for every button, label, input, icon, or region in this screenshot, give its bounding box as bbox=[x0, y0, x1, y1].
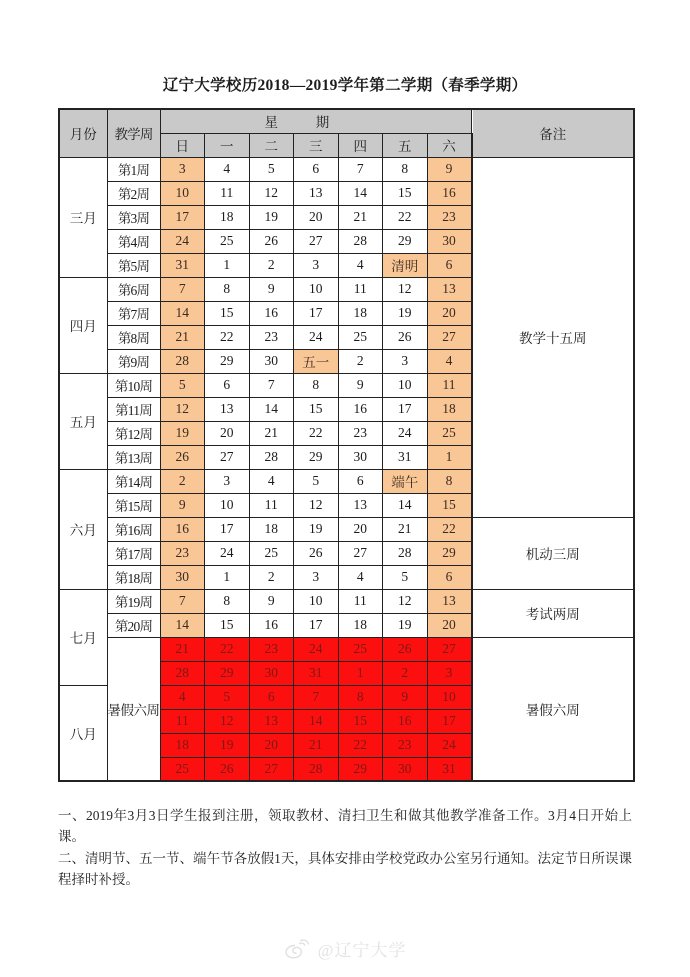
day-cell: 24 bbox=[205, 541, 250, 565]
remark-cell: 考试两周 bbox=[472, 589, 635, 637]
day-header-wed: 三 bbox=[294, 133, 339, 157]
day-cell: 10 bbox=[383, 373, 428, 397]
week-cell: 第3周 bbox=[107, 205, 160, 229]
day-cell: 29 bbox=[294, 445, 339, 469]
day-cell: 6 bbox=[294, 157, 339, 181]
day-cell: 22 bbox=[294, 421, 339, 445]
day-cell: 25 bbox=[205, 229, 250, 253]
day-cell: 13 bbox=[249, 709, 294, 733]
day-cell: 9 bbox=[249, 277, 294, 301]
day-cell: 28 bbox=[338, 229, 383, 253]
day-cell: 15 bbox=[205, 301, 250, 325]
day-header-sun: 日 bbox=[160, 133, 205, 157]
day-cell: 18 bbox=[160, 733, 205, 757]
day-cell: 17 bbox=[160, 205, 205, 229]
day-cell: 15 bbox=[294, 397, 339, 421]
day-cell: 22 bbox=[338, 733, 383, 757]
day-cell: 17 bbox=[205, 517, 250, 541]
day-cell: 9 bbox=[338, 373, 383, 397]
day-cell: 31 bbox=[160, 253, 205, 277]
remark-cell: 教学十五周 bbox=[472, 157, 635, 517]
day-cell: 15 bbox=[427, 493, 472, 517]
day-cell: 27 bbox=[427, 637, 472, 661]
day-cell: 25 bbox=[427, 421, 472, 445]
day-cell: 7 bbox=[294, 685, 339, 709]
day-cell: 28 bbox=[249, 445, 294, 469]
watermark-text: @辽宁大学 bbox=[317, 941, 407, 960]
day-cell: 1 bbox=[338, 661, 383, 685]
day-cell: 16 bbox=[338, 397, 383, 421]
day-cell: 16 bbox=[427, 181, 472, 205]
day-cell: 12 bbox=[294, 493, 339, 517]
month-cell: 三月 bbox=[59, 157, 107, 277]
week-cell: 第6周 bbox=[107, 277, 160, 301]
day-cell: 15 bbox=[338, 709, 383, 733]
day-cell: 21 bbox=[294, 733, 339, 757]
day-cell: 11 bbox=[205, 181, 250, 205]
day-cell: 14 bbox=[294, 709, 339, 733]
calendar-row bbox=[59, 589, 634, 613]
day-cell: 11 bbox=[338, 589, 383, 613]
page-title: 辽宁大学校历2018—2019学年第二学期（春季学期） bbox=[162, 77, 528, 94]
day-cell: 27 bbox=[294, 229, 339, 253]
week-cell: 第4周 bbox=[107, 229, 160, 253]
day-cell: 13 bbox=[294, 181, 339, 205]
day-cell: 18 bbox=[338, 301, 383, 325]
day-cell: 28 bbox=[160, 349, 205, 373]
day-cell: 20 bbox=[294, 205, 339, 229]
day-cell: 28 bbox=[383, 541, 428, 565]
day-cell: 30 bbox=[427, 229, 472, 253]
week-cell: 第10周 bbox=[107, 373, 160, 397]
day-cell: 23 bbox=[383, 733, 428, 757]
calendar-row bbox=[59, 637, 634, 661]
day-cell: 20 bbox=[249, 733, 294, 757]
day-cell: 4 bbox=[205, 157, 250, 181]
day-cell: 3 bbox=[427, 661, 472, 685]
day-cell: 25 bbox=[338, 637, 383, 661]
day-cell: 27 bbox=[427, 325, 472, 349]
week-cell: 第17周 bbox=[107, 541, 160, 565]
day-cell: 13 bbox=[338, 493, 383, 517]
day-cell: 26 bbox=[205, 757, 250, 781]
week-cell: 第8周 bbox=[107, 325, 160, 349]
day-cell: 17 bbox=[294, 613, 339, 637]
day-cell: 16 bbox=[383, 709, 428, 733]
week-cell: 第5周 bbox=[107, 253, 160, 277]
day-cell: 20 bbox=[338, 517, 383, 541]
day-cell: 19 bbox=[249, 205, 294, 229]
day-cell: 1 bbox=[205, 253, 250, 277]
day-cell: 24 bbox=[294, 325, 339, 349]
day-cell: 8 bbox=[294, 373, 339, 397]
day-cell: 10 bbox=[294, 277, 339, 301]
calendar-row bbox=[59, 517, 634, 541]
week-cell: 第13周 bbox=[107, 445, 160, 469]
day-cell: 30 bbox=[249, 661, 294, 685]
day-cell: 21 bbox=[160, 325, 205, 349]
header-row-top bbox=[59, 109, 634, 133]
month-cell: 八月 bbox=[59, 685, 107, 781]
day-cell: 10 bbox=[427, 685, 472, 709]
holiday-cell: 五一 bbox=[294, 349, 339, 373]
day-cell: 10 bbox=[294, 589, 339, 613]
day-cell: 4 bbox=[338, 565, 383, 589]
day-cell: 22 bbox=[383, 205, 428, 229]
month-cell: 六月 bbox=[59, 469, 107, 589]
day-cell: 31 bbox=[383, 445, 428, 469]
day-cell: 26 bbox=[383, 637, 428, 661]
day-cell: 5 bbox=[294, 469, 339, 493]
month-cell: 四月 bbox=[59, 277, 107, 373]
weibo-icon bbox=[284, 939, 310, 960]
day-cell: 30 bbox=[338, 445, 383, 469]
week-cell: 第16周 bbox=[107, 517, 160, 541]
day-cell: 29 bbox=[383, 229, 428, 253]
day-cell: 4 bbox=[338, 253, 383, 277]
week-cell: 第12周 bbox=[107, 421, 160, 445]
day-cell: 25 bbox=[249, 541, 294, 565]
day-cell: 5 bbox=[249, 157, 294, 181]
day-cell: 26 bbox=[383, 325, 428, 349]
day-cell: 9 bbox=[383, 685, 428, 709]
day-cell: 8 bbox=[205, 277, 250, 301]
day-cell: 4 bbox=[427, 349, 472, 373]
day-cell: 3 bbox=[205, 469, 250, 493]
calendar-body bbox=[59, 157, 634, 781]
day-cell: 8 bbox=[205, 589, 250, 613]
day-cell: 14 bbox=[249, 397, 294, 421]
day-cell: 12 bbox=[160, 397, 205, 421]
day-cell: 9 bbox=[160, 493, 205, 517]
day-cell: 16 bbox=[249, 301, 294, 325]
day-cell: 3 bbox=[294, 253, 339, 277]
day-cell: 25 bbox=[160, 757, 205, 781]
day-cell: 30 bbox=[383, 757, 428, 781]
day-cell: 12 bbox=[383, 277, 428, 301]
day-cell: 23 bbox=[338, 421, 383, 445]
day-cell: 21 bbox=[383, 517, 428, 541]
footnote-line: 一、2019年3月3日学生报到注册，领取教材、清扫卫生和做其他教学准备工作。3月4日开始上课。 bbox=[58, 808, 632, 845]
day-cell: 28 bbox=[294, 757, 339, 781]
day-header-fri: 五 bbox=[383, 133, 428, 157]
day-header-thu: 四 bbox=[338, 133, 383, 157]
day-cell: 23 bbox=[249, 637, 294, 661]
day-cell: 6 bbox=[205, 373, 250, 397]
day-cell: 7 bbox=[160, 277, 205, 301]
week-cell: 第20周 bbox=[107, 613, 160, 637]
day-cell: 30 bbox=[249, 349, 294, 373]
day-cell: 12 bbox=[249, 181, 294, 205]
day-cell: 3 bbox=[383, 349, 428, 373]
day-cell: 21 bbox=[249, 421, 294, 445]
day-cell: 19 bbox=[294, 517, 339, 541]
remark-column-header: 备注 bbox=[472, 109, 635, 157]
day-cell: 24 bbox=[383, 421, 428, 445]
day-cell: 17 bbox=[294, 301, 339, 325]
watermark bbox=[0, 936, 690, 961]
day-cell: 20 bbox=[205, 421, 250, 445]
day-cell: 12 bbox=[383, 589, 428, 613]
day-cell: 4 bbox=[160, 685, 205, 709]
day-cell: 18 bbox=[205, 205, 250, 229]
day-cell: 17 bbox=[427, 709, 472, 733]
day-cell: 2 bbox=[160, 469, 205, 493]
day-cell: 15 bbox=[205, 613, 250, 637]
day-cell: 8 bbox=[383, 157, 428, 181]
day-cell: 28 bbox=[160, 661, 205, 685]
day-cell: 26 bbox=[294, 541, 339, 565]
day-cell: 7 bbox=[249, 373, 294, 397]
day-cell: 14 bbox=[160, 301, 205, 325]
teaching-week-column-header: 教学周 bbox=[107, 109, 160, 157]
day-cell: 2 bbox=[383, 661, 428, 685]
day-cell: 2 bbox=[338, 349, 383, 373]
day-cell: 24 bbox=[160, 229, 205, 253]
day-cell: 20 bbox=[427, 613, 472, 637]
calendar-row bbox=[59, 157, 634, 181]
day-header-mon: 一 bbox=[205, 133, 250, 157]
day-cell: 27 bbox=[249, 757, 294, 781]
day-cell: 6 bbox=[249, 685, 294, 709]
day-cell: 16 bbox=[160, 517, 205, 541]
day-cell: 21 bbox=[160, 637, 205, 661]
day-cell: 3 bbox=[160, 157, 205, 181]
footnotes bbox=[58, 805, 632, 890]
day-cell: 31 bbox=[427, 757, 472, 781]
day-cell: 11 bbox=[338, 277, 383, 301]
day-cell: 23 bbox=[427, 205, 472, 229]
day-cell: 19 bbox=[160, 421, 205, 445]
day-cell: 23 bbox=[160, 541, 205, 565]
day-cell: 11 bbox=[160, 709, 205, 733]
day-cell: 12 bbox=[205, 709, 250, 733]
month-column-header: 月份 bbox=[59, 109, 107, 157]
remark-cell: 暑假六周 bbox=[472, 637, 635, 781]
day-cell: 18 bbox=[249, 517, 294, 541]
day-cell: 18 bbox=[427, 397, 472, 421]
week-group-header: 星期 bbox=[160, 109, 472, 133]
day-cell: 9 bbox=[249, 589, 294, 613]
day-cell: 5 bbox=[383, 565, 428, 589]
day-cell: 26 bbox=[249, 229, 294, 253]
week-cell: 第19周 bbox=[107, 589, 160, 613]
day-cell: 29 bbox=[205, 661, 250, 685]
day-cell: 3 bbox=[294, 565, 339, 589]
remark-cell: 机动三周 bbox=[472, 517, 635, 589]
day-cell: 22 bbox=[205, 325, 250, 349]
day-cell: 19 bbox=[383, 613, 428, 637]
day-cell: 10 bbox=[205, 493, 250, 517]
day-cell: 15 bbox=[383, 181, 428, 205]
day-cell: 1 bbox=[205, 565, 250, 589]
day-cell: 4 bbox=[249, 469, 294, 493]
day-header-sat: 六 bbox=[427, 133, 472, 157]
day-cell: 13 bbox=[427, 277, 472, 301]
week-cell: 第11周 bbox=[107, 397, 160, 421]
day-cell: 6 bbox=[427, 253, 472, 277]
day-cell: 11 bbox=[249, 493, 294, 517]
day-cell: 2 bbox=[249, 565, 294, 589]
day-cell: 17 bbox=[383, 397, 428, 421]
day-cell: 27 bbox=[338, 541, 383, 565]
day-cell: 27 bbox=[205, 445, 250, 469]
holiday-cell: 清明 bbox=[383, 253, 428, 277]
day-cell: 1 bbox=[427, 445, 472, 469]
day-cell: 6 bbox=[427, 565, 472, 589]
day-cell: 5 bbox=[160, 373, 205, 397]
day-cell: 14 bbox=[160, 613, 205, 637]
day-cell: 7 bbox=[338, 157, 383, 181]
day-cell: 26 bbox=[160, 445, 205, 469]
day-cell: 6 bbox=[338, 469, 383, 493]
day-cell: 8 bbox=[427, 469, 472, 493]
day-cell: 21 bbox=[338, 205, 383, 229]
day-cell: 14 bbox=[338, 181, 383, 205]
day-cell: 16 bbox=[249, 613, 294, 637]
day-cell: 23 bbox=[249, 325, 294, 349]
day-cell: 13 bbox=[427, 589, 472, 613]
day-cell: 13 bbox=[205, 397, 250, 421]
day-cell: 31 bbox=[294, 661, 339, 685]
day-cell: 25 bbox=[338, 325, 383, 349]
day-cell: 29 bbox=[338, 757, 383, 781]
day-cell: 9 bbox=[427, 157, 472, 181]
day-cell: 2 bbox=[249, 253, 294, 277]
day-cell: 22 bbox=[205, 637, 250, 661]
day-cell: 29 bbox=[205, 349, 250, 373]
day-cell: 19 bbox=[383, 301, 428, 325]
day-cell: 10 bbox=[160, 181, 205, 205]
day-cell: 5 bbox=[205, 685, 250, 709]
day-cell: 24 bbox=[294, 637, 339, 661]
week-cell: 第7周 bbox=[107, 301, 160, 325]
day-cell: 30 bbox=[160, 565, 205, 589]
day-cell: 7 bbox=[160, 589, 205, 613]
day-cell: 22 bbox=[427, 517, 472, 541]
month-cell: 七月 bbox=[59, 589, 107, 685]
week-cell: 第15周 bbox=[107, 493, 160, 517]
footnote-line: 二、清明节、五一节、端午节各放假1天，具体安排由学校党政办公室另行通知。法定节日所误课程择时补授。 bbox=[58, 850, 632, 887]
day-cell: 20 bbox=[427, 301, 472, 325]
week-cell: 第9周 bbox=[107, 349, 160, 373]
day-cell: 14 bbox=[383, 493, 428, 517]
week-cell: 第18周 bbox=[107, 565, 160, 589]
week-cell: 第14周 bbox=[107, 469, 160, 493]
day-cell: 8 bbox=[338, 685, 383, 709]
month-cell: 五月 bbox=[59, 373, 107, 469]
day-cell: 11 bbox=[427, 373, 472, 397]
week-cell: 暑假六周 bbox=[107, 637, 160, 781]
day-cell: 18 bbox=[338, 613, 383, 637]
day-header-tue: 二 bbox=[249, 133, 294, 157]
day-cell: 29 bbox=[427, 541, 472, 565]
day-cell: 24 bbox=[427, 733, 472, 757]
calendar-table bbox=[58, 108, 635, 782]
day-cell: 19 bbox=[205, 733, 250, 757]
week-cell: 第1周 bbox=[107, 157, 160, 181]
week-cell: 第2周 bbox=[107, 181, 160, 205]
calendar-header bbox=[59, 109, 634, 157]
holiday-cell: 端午 bbox=[383, 469, 428, 493]
